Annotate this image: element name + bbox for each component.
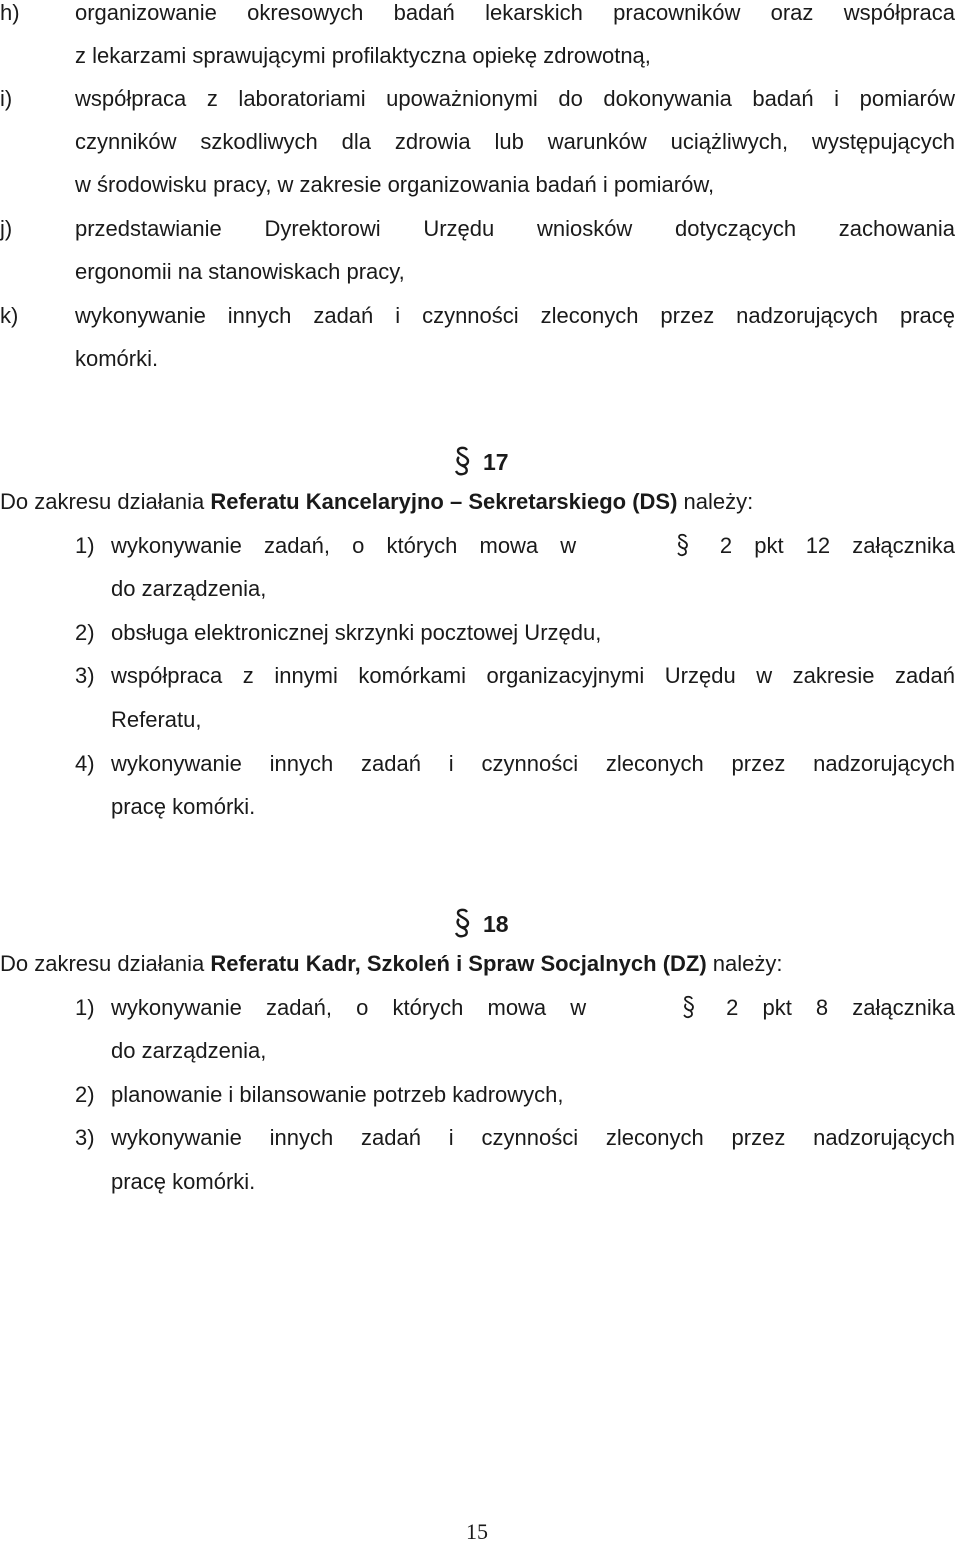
list-item-i-line1: współpraca z laboratoriami upoważnionymi do dokonywania badań i pomiarów bbox=[75, 86, 955, 111]
section-18-intro: Do zakresu działania Referatu Kadr, Szkoleń i Spraw Socjalnych (DZ) należy: bbox=[0, 951, 783, 976]
section-17-heading bbox=[453, 446, 509, 476]
paragraph-sign-icon bbox=[676, 533, 690, 559]
list-item-i-line3: w środowisku pracy, w zakresie organizowania badań i pomiarów, bbox=[75, 172, 715, 197]
page-number: 15 bbox=[466, 1519, 488, 1544]
list-item-k-line1: wykonywanie innych zadań i czynności zleconych przez nadzorujących pracę bbox=[75, 303, 955, 328]
section-17-intro: Do zakresu działania Referatu Kancelaryjno – Sekretarskiego (DS) należy: bbox=[0, 489, 754, 514]
section-18-heading bbox=[453, 908, 509, 938]
s17-item1-label: 1) bbox=[75, 533, 95, 558]
list-item-j-line2: ergonomii na stanowiskach pracy, bbox=[75, 259, 405, 284]
s17-item4-label: 4) bbox=[75, 751, 95, 776]
section-18-unit-name: Referatu Kadr, Szkoleń i Spraw Socjalnych (DZ) bbox=[210, 951, 707, 976]
paragraph-sign-icon bbox=[453, 908, 473, 938]
s17-item4-line2: pracę komórki. bbox=[111, 794, 256, 819]
s18-item1-line1: wykonywanie zadań, o których mowa w 2 pkt 8 załącznika bbox=[111, 995, 955, 1020]
section-17-unit-name: Referatu Kancelaryjno – Sekretarskiego (DS) bbox=[210, 489, 678, 514]
list-item-h-line1: organizowanie okresowych badań lekarskich pracowników oraz współpraca bbox=[75, 0, 955, 25]
s17-item2-text: obsługa elektronicznej skrzynki pocztowej Urzędu, bbox=[111, 620, 602, 645]
s18-item1-label: 1) bbox=[75, 995, 95, 1020]
paragraph-sign-icon bbox=[682, 995, 696, 1021]
s17-item1-line2: do zarządzenia, bbox=[111, 576, 267, 601]
s18-item2-text: planowanie i bilansowanie potrzeb kadrowych, bbox=[111, 1082, 564, 1107]
list-label-i: i) bbox=[0, 86, 13, 111]
s17-item2-label: 2) bbox=[75, 620, 95, 645]
list-label-h: h) bbox=[0, 0, 20, 25]
s18-item3-line2: pracę komórki. bbox=[111, 1169, 256, 1194]
s17-item3-line2: Referatu, bbox=[111, 707, 202, 732]
paragraph-sign-icon bbox=[453, 446, 473, 476]
s17-item1-line1: wykonywanie zadań, o których mowa w 2 pkt 12 załącznika bbox=[111, 533, 955, 558]
s17-item3-line1: współpraca z innymi komórkami organizacyjnymi Urzędu w zakresie zadań bbox=[111, 663, 955, 688]
list-item-k-line2: komórki. bbox=[75, 346, 159, 371]
section-17-number: 17 bbox=[483, 449, 509, 475]
s18-item3-line1: wykonywanie innych zadań i czynności zleconych przez nadzorujących bbox=[111, 1125, 955, 1150]
s18-item1-line2: do zarządzenia, bbox=[111, 1038, 267, 1063]
s17-item3-label: 3) bbox=[75, 663, 95, 688]
s18-item3-label: 3) bbox=[75, 1125, 95, 1150]
section-18-number: 18 bbox=[483, 911, 509, 937]
s18-item2-label: 2) bbox=[75, 1082, 95, 1107]
s17-item4-line1: wykonywanie innych zadań i czynności zleconych przez nadzorujących bbox=[111, 751, 955, 776]
list-item-j-line1: przedstawianie Dyrektorowi Urzędu wniosków dotyczących zachowania bbox=[75, 216, 955, 241]
list-label-k: k) bbox=[0, 303, 19, 328]
list-item-h-line2: z lekarzami sprawującymi profilaktyczna opiekę zdrowotną, bbox=[75, 43, 651, 68]
list-item-i-line2: czynników szkodliwych dla zdrowia lub warunków uciążliwych, występujących bbox=[75, 129, 955, 154]
list-label-j: j) bbox=[0, 216, 13, 241]
